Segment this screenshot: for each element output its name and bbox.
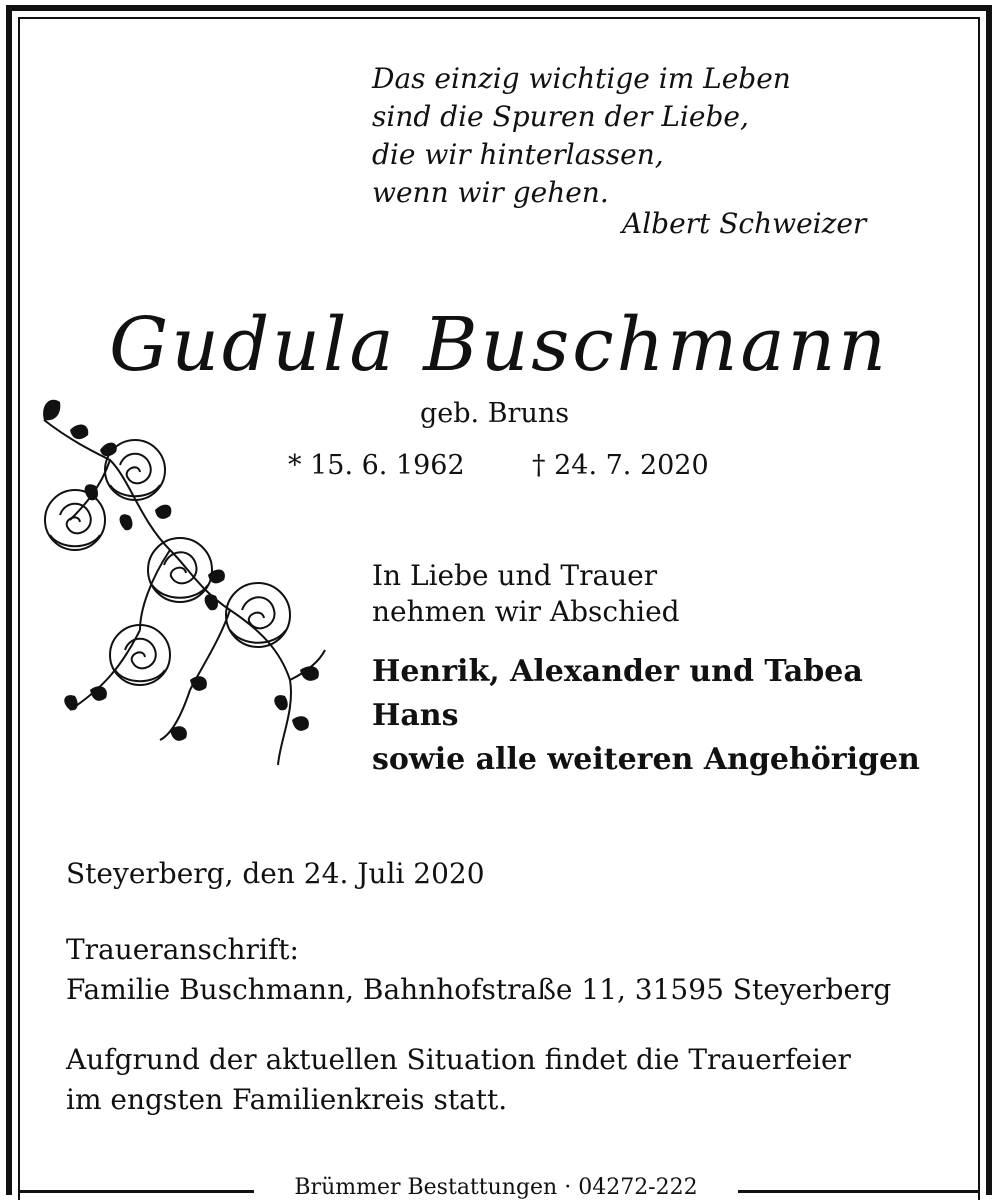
quote-line: wenn wir gehen.	[372, 176, 609, 209]
mourning-intro-line: In Liebe und Trauer	[372, 559, 658, 592]
roses-illustration	[30, 390, 330, 770]
rose	[110, 625, 170, 685]
born-name: geb. Bruns	[420, 398, 570, 429]
footer-rule	[738, 1190, 980, 1193]
quote	[372, 60, 912, 212]
mourner-line: Hans	[372, 698, 459, 733]
mourner-line: Henrik, Alexander und Tabea	[372, 654, 863, 689]
quote-line: die wir hinterlassen,	[372, 138, 664, 171]
notice-line: Aufgrund der aktuellen Situation findet die Trauerfeier	[66, 1043, 851, 1076]
birth-date: * 15. 6. 1962	[288, 450, 465, 481]
funeral-home-footer: Brümmer Bestattungen · 04272-222	[254, 1175, 738, 1200]
ceremony-notice	[66, 1040, 851, 1120]
address-label: Traueranschrift:	[66, 933, 299, 966]
place-date: Steyerberg, den 24. Juli 2020	[66, 857, 485, 890]
deceased-name: Gudula Buschmann	[109, 302, 889, 388]
quote-author: Albert Schweizer	[622, 207, 867, 240]
mourning-address	[66, 930, 891, 1010]
quote-line: Das einzig wichtige im Leben	[372, 62, 791, 95]
address-line: Familie Buschmann, Bahnhofstraße 11, 31595 Steyerberg	[66, 973, 892, 1006]
notice-line: im engsten Familienkreis statt.	[66, 1083, 508, 1116]
death-date: † 24. 7. 2020	[532, 450, 709, 481]
quote-line: sind die Spuren der Liebe,	[372, 100, 749, 133]
footer-rule	[18, 1190, 254, 1193]
mourner-line: sowie alle weiteren Angehörigen	[372, 742, 920, 777]
mourning-intro-line: nehmen wir Abschied	[372, 595, 680, 628]
mourners-list	[372, 650, 920, 782]
mourning-intro	[372, 558, 680, 630]
